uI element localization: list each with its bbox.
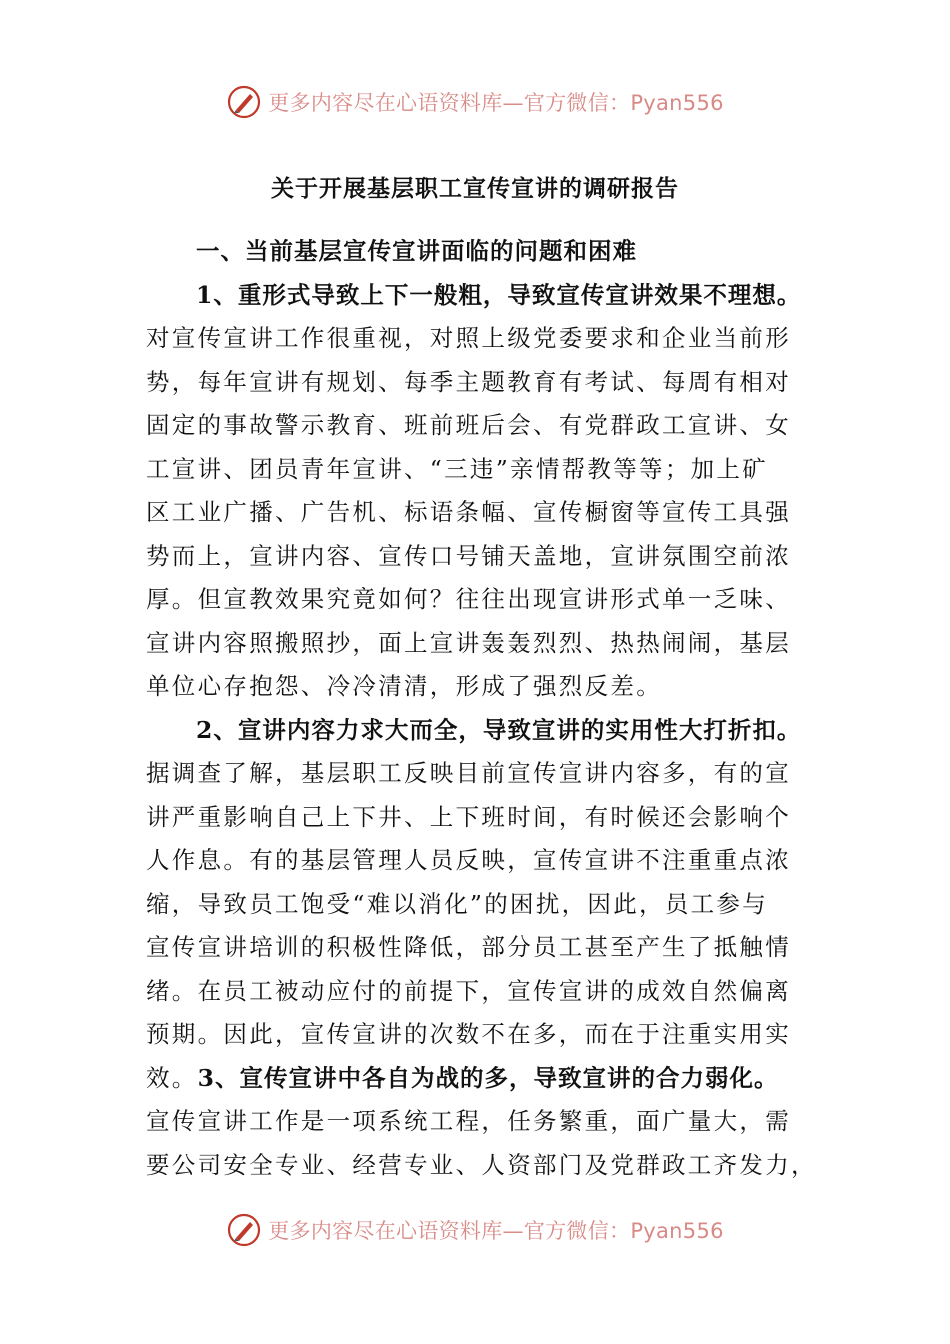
paragraph-line: 宣讲内容照搬照抄，面上宣讲轰轰烈烈、热热闹闹，基层	[146, 628, 791, 657]
paragraph-line: 预期。因此，宣传宣讲的次数不在多，而在于注重实用实	[146, 1020, 791, 1048]
paragraph-line: 讲严重影响自己上下井、上下班时间，有时候还会影响个	[146, 802, 791, 831]
pen-logo-icon	[226, 84, 262, 120]
paragraph-line: 对宣传宣讲工作很重视，对照上级党委要求和企业当前形	[146, 324, 791, 352]
subheading-1: 1、重形式导致上下一般粗，导致宣传宣讲效果不理想。	[196, 280, 802, 309]
paragraph-line: 要公司安全专业、经营专业、人资部门及党群政工齐发力，	[146, 1150, 817, 1179]
paragraph-line: 缩，导致员工饱受“难以消化”的困扰，因此，员工参与	[146, 889, 769, 918]
paragraph-line: 区工业广播、广告机、标语条幅、宣传橱窗等宣传工具强	[146, 498, 791, 526]
paragraph-end: 效。	[146, 1063, 198, 1092]
header-banner	[0, 82, 950, 122]
banner-text: 更多内容尽在心语资料库—官方微信：Pyan556	[268, 1219, 724, 1243]
paragraph-line: 工宣讲、团员青年宣讲、“三违”亲情帮教等等；加上矿	[146, 454, 769, 483]
paragraph-line: 势而上，宣讲内容、宣传口号铺天盖地，宣讲氛围空前浓	[146, 541, 791, 570]
paragraph-line: 绪。在员工被动应付的前提下，宣传宣讲的成效自然偏离	[146, 976, 791, 1005]
paragraph-line: 宣传宣讲工作是一项系统工程，任务繁重，面广量大，需	[146, 1107, 791, 1135]
paragraph-line: 据调查了解，基层职工反映目前宣传宣讲内容多，有的宣	[146, 759, 791, 787]
pen-logo-icon	[226, 1212, 262, 1248]
paragraph-line: 势，每年宣讲有规划、每季主题教育有考试、每周有相对	[146, 367, 791, 396]
section-heading: 一、当前基层宣传宣讲面临的问题和困难	[196, 237, 637, 265]
paragraph-line: 单位心存抱怨、冷冷清清，形成了强烈反差。	[146, 672, 662, 700]
subheading-2: 2、宣讲内容力求大而全，导致宣讲的实用性大打折扣。	[196, 715, 802, 744]
subheading-3: 3、宣传宣讲中各自为战的多，导致宣讲的合力弱化。	[197, 1063, 779, 1092]
mixed-line	[146, 1057, 818, 1101]
footer-banner	[0, 1210, 950, 1250]
document-body	[146, 230, 818, 1187]
paragraph-line: 厚。但宣教效果究竟如何？往往出现宣讲形式单一乏味、	[146, 585, 791, 613]
paragraph-line: 人作息。有的基层管理人员反映，宣传宣讲不注重重点浓	[146, 846, 791, 874]
paragraph-line: 宣传宣讲培训的积极性降低，部分员工甚至产生了抵触情	[146, 933, 791, 961]
paragraph-line: 固定的事故警示教育、班前班后会、有党群政工宣讲、女	[146, 411, 791, 439]
document-title: 关于开展基层职工宣传宣讲的调研报告	[271, 175, 679, 202]
banner-text: 更多内容尽在心语资料库—官方微信：Pyan556	[268, 91, 724, 115]
